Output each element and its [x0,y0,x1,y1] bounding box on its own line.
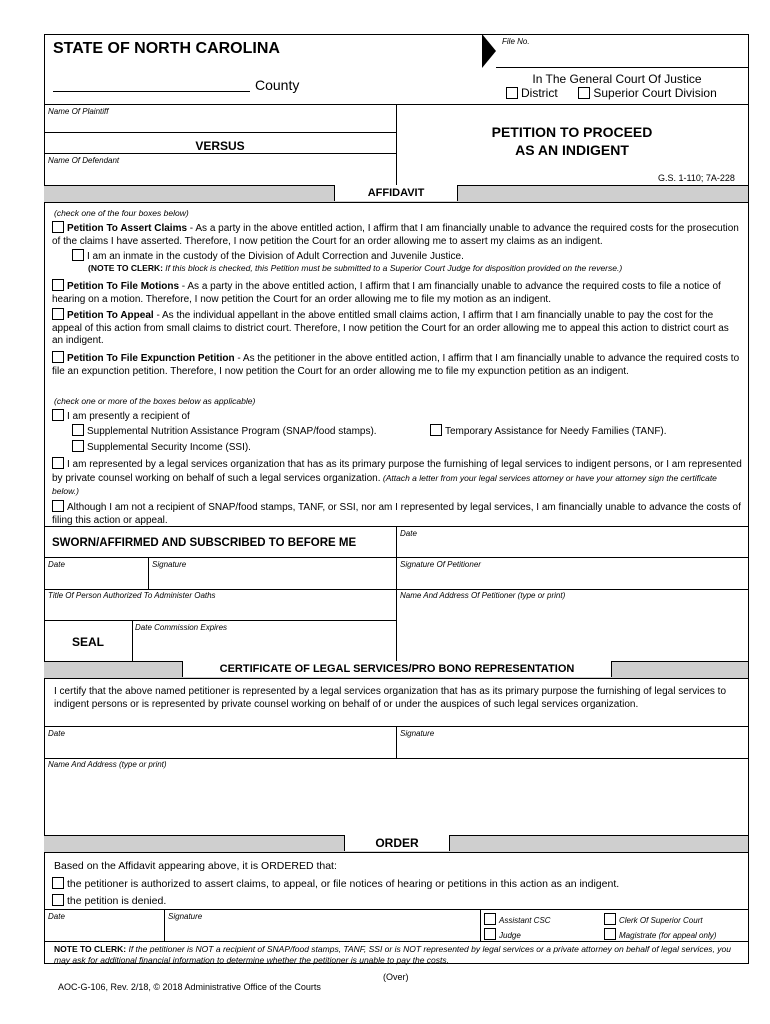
statute-ref: G.S. 1-110; 7A-228 [658,173,735,183]
judge-checkbox[interactable] [484,928,496,940]
snap-text: Supplemental Nutrition Assistance Program (SNAP/food stamps). [87,426,377,437]
order-heading: ORDER [344,835,450,851]
clerk-superior-option [604,913,703,925]
form-left-border [44,34,45,963]
certificate-text: I certify that the above named petitioner is represented by a legal services organization that has as its primary purpose the furnishing of legal services to indigent persons or is represented by private counsel working on behalf of or under the auspices of such legal services organization. [54,686,727,710]
magistrate-option [604,928,716,940]
assert-claims-title: Petition To Assert Claims [67,223,188,234]
certificate-bar [44,661,748,679]
legal-services-checkbox[interactable] [52,457,64,469]
inmate-note-text: If this block is checked, this Petition must be submitted to a Superior Court Judge for disposition provided on the reverse.) [162,263,623,273]
sworn-signature-label: Signature [152,560,187,569]
sworn-date-label-right: Date [400,529,417,538]
order-bar [44,835,748,853]
seal-label: SEAL [71,635,104,649]
form-bottom-border [44,963,749,964]
order-intro: Based on the Affidavit appearing above, it is ORDERED that: [54,860,337,872]
district-label: District [521,86,558,100]
recipient-option [52,409,742,424]
appeal-checkbox[interactable] [52,308,64,320]
inmate-option [72,249,742,264]
clerk-note-label: NOTE TO CLERK: [54,944,127,954]
assert-claims-option [52,221,742,248]
expunction-title: Petition To File Expunction Petition [67,353,235,364]
county-input-line[interactable] [53,91,250,92]
court-line: In The General Court Of Justice [532,72,702,86]
order-date-label: Date [48,912,65,921]
state-title: STATE OF NORTH CAROLINA [53,40,280,57]
assert-claims-text: - As a party in the above entitled action, I affirm that I am financially unable to advance the required costs for the prosecution of the claims I have asserted. Therefore, I now petition the Court for an order allowing me to assert my claims as an indigent. [52,223,739,247]
sworn-date-divider [148,557,149,589]
file-no-arrow-icon [482,34,496,68]
assistant-csc-label: Assistant CSC [499,916,551,925]
oath-title-label: Title Of Person Authorized To Administer Oaths [48,591,216,600]
affidavit-bar [44,185,748,203]
certificate-divider [396,726,397,758]
order-date-divider [164,909,165,941]
denied-checkbox[interactable] [52,894,64,906]
legal-services-option [52,457,742,499]
denied-text: the petition is denied. [67,895,167,907]
commission-label: Date Commission Expires [135,623,228,632]
certificate-name-address-label: Name And Address (type or print) [48,760,167,769]
petition-title-line2: AS AN INDIGENT [515,142,629,158]
not-recipient-checkbox[interactable] [52,500,64,512]
appeal-option [52,308,742,348]
tanf-text: Temporary Assistance for Needy Families (TANF). [445,426,667,437]
sworn-row1-line [44,557,748,558]
inmate-clerk-note [88,263,748,274]
assistant-csc-checkbox[interactable] [484,913,496,925]
sworn-heading: SWORN/AFFIRMED AND SUBSCRIBED TO BEFORE ME [52,537,357,549]
form-id: AOC-G-106, Rev. 2/18, © 2018 Administrative Office of the Courts [58,982,321,992]
court-division-options [506,86,717,100]
appeal-text: - As the individual appellant in the above entitled small claims action, I affirm that I am financially unable to pay the cost for the appeal of this action from small claims to district court. Therefore, I now petition the Court for an order allowing me to appeal this action to district court as an indigent. [52,310,729,346]
expunction-checkbox[interactable] [52,351,64,363]
sworn-row2-line [44,589,748,590]
assistant-csc-option [484,913,551,925]
snap-checkbox[interactable] [72,424,84,436]
plaintiff-line [44,132,396,133]
snap-option [72,424,472,439]
district-checkbox[interactable] [506,87,518,99]
legal-services-text: I am represented by a legal services organization that has as its primary purpose the furnishing of legal services to indigent persons, or I am represented by private counsel working on behalf of such a legal services organization. [52,459,742,484]
file-no-label: File No. [502,37,530,46]
certificate-heading: CERTIFICATE OF LEGAL SERVICES/PRO BONO REPRESENTATION [182,661,612,677]
appeal-title: Petition To Appeal [67,310,154,321]
footer-note-top-line [44,941,748,942]
not-recipient-option [52,500,742,527]
clerk-note [54,944,744,965]
clerk-superior-label: Clerk Of Superior Court [619,916,703,925]
form-top-border [44,34,748,35]
certificate-date-label: Date [48,729,65,738]
sworn-divider [396,526,397,661]
recipient-instruction: (check one or more of the boxes below as applicable) [54,396,256,406]
ssi-option [72,440,472,455]
clerk-note-text: If the petitioner is NOT a recipient of SNAP/food stamps, TANF, SSI or is NOT represented by legal services or a private attorney on behalf of legal services, you may ask for additional financial information to determine whether the petitioner is unable to pay the costs. [54,944,731,965]
order-signer-divider [480,909,481,941]
magistrate-checkbox[interactable] [604,928,616,940]
certificate-row2-line [44,758,748,759]
tanf-checkbox[interactable] [430,424,442,436]
magistrate-label: Magistrate (for appeal only) [619,931,717,940]
petitioner-signature-label: Signature Of Petitioner [400,560,481,569]
over-label: (Over) [383,972,409,982]
form-right-border [748,34,749,963]
assert-claims-checkbox[interactable] [52,221,64,233]
recipient-checkbox[interactable] [52,409,64,421]
authorized-text: the petitioner is authorized to assert claims, to appeal, or file notices of hearing or petitions in this action as an indigent. [67,878,620,890]
recipient-text: I am presently a recipient of [67,411,190,422]
petitioner-name-address-label: Name And Address Of Petitioner (type or print) [400,591,566,600]
petition-title-line1: PETITION TO PROCEED [491,124,653,140]
authorized-checkbox[interactable] [52,877,64,889]
inmate-checkbox[interactable] [72,249,84,261]
inmate-note-label: (NOTE TO CLERK: [88,263,163,273]
petition-title [396,123,748,159]
order-option-denied [52,894,742,908]
file-no-line [496,67,748,68]
affidavit-heading: AFFIDAVIT [334,185,458,201]
not-recipient-text: Although I am not a recipient of SNAP/food stamps, TANF, or SSI, nor am I represented by legal services, I am financially unable to advance the costs of filing this action or appeal. [52,502,741,526]
expunction-text: - As the petitioner in the above entitled action, I affirm that I am financially unable to advance the required costs to file an expunction petition. Therefore, I now petition the Court for an order allowing me to file my expunction petition as an indigent. [52,353,740,377]
sworn-row3-line [44,620,396,621]
petition-form [44,34,748,963]
superior-label: Superior Court Division [593,86,717,100]
superior-checkbox[interactable] [578,87,590,99]
affidavit-instruction: (check one of the four boxes below) [54,208,189,218]
order-row-line [44,909,748,910]
file-motions-text: - As a party in the above entitled action, I affirm that I am financially unable to advance the required costs to file a notice of hearing on a motion. Therefore, I now petition the Court for an order allowing me to file my motion as an indigent. [52,281,721,305]
order-option-authorized [52,877,742,891]
inmate-text: I am an inmate in the custody of the Division of Adult Correction and Juvenile Justice. [87,251,464,262]
ssi-text: Supplemental Security Income (SSI). [87,442,251,453]
expunction-option [52,351,742,378]
judge-option [484,928,521,940]
versus-label: VERSUS [195,139,245,153]
clerk-superior-checkbox[interactable] [604,913,616,925]
seal-divider [132,620,133,661]
sworn-date-label: Date [48,560,65,569]
file-motions-checkbox[interactable] [52,279,64,291]
ssi-checkbox[interactable] [72,440,84,452]
order-signature-label: Signature [168,912,203,921]
file-motions-option [52,279,742,306]
defendant-label: Name Of Defendant [48,156,120,165]
versus-line [44,153,396,154]
certificate-signature-label: Signature [400,729,435,738]
plaintiff-label: Name Of Plaintiff [48,107,109,116]
tanf-option [430,424,748,439]
legal-services-note: (Attach a letter from your legal services attorney or have your attorney sign the certificate below.) [52,472,717,496]
county-label: County [255,77,300,93]
file-motions-title: Petition To File Motions [67,281,180,292]
judge-label: Judge [499,931,521,940]
